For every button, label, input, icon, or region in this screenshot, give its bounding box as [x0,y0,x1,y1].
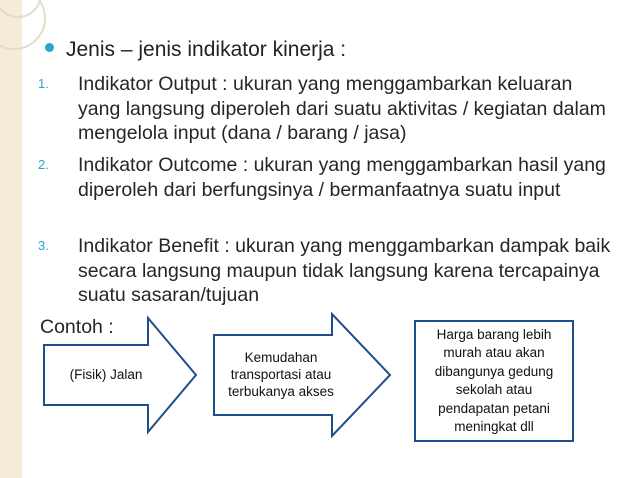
item-text: Indikator Benefit : ukuran yang menggambarkan dampak baik secara langsung maupun tidak langsung karena tercapainya suatu sasaran/tujuan [78,235,611,306]
flow-result-text: Harga barang lebih murah atau akan dibangunya gedung sekolah atau pendapatan petani meningkat dll [434,326,554,434]
item-text: Indikator Output : ukuran yang menggambarkan keluaran yang langsung diperoleh dari suatu aktivitas / kegiatan dalam mengelola input (dana / barang / jasa) [78,73,606,144]
contoh-label: Contoh : [40,316,114,338]
flow-result-box [414,320,574,442]
slide-heading: Jenis – jenis indikator kinerja : [66,38,347,61]
item-number: 2. [38,157,49,172]
flow-step-2-text: Kemudahan transportasi atau terbukanya akses [228,350,334,399]
item-number: 1. [38,76,49,91]
flow-step-1-text: (Fisik) Jalan [69,367,143,382]
item-number: 3. [38,238,49,253]
item-text: Indikator Outcome : ukuran yang menggambarkan hasil yang diperoleh dari berfungsinya / bermanfaatnya suatu input [78,154,606,201]
